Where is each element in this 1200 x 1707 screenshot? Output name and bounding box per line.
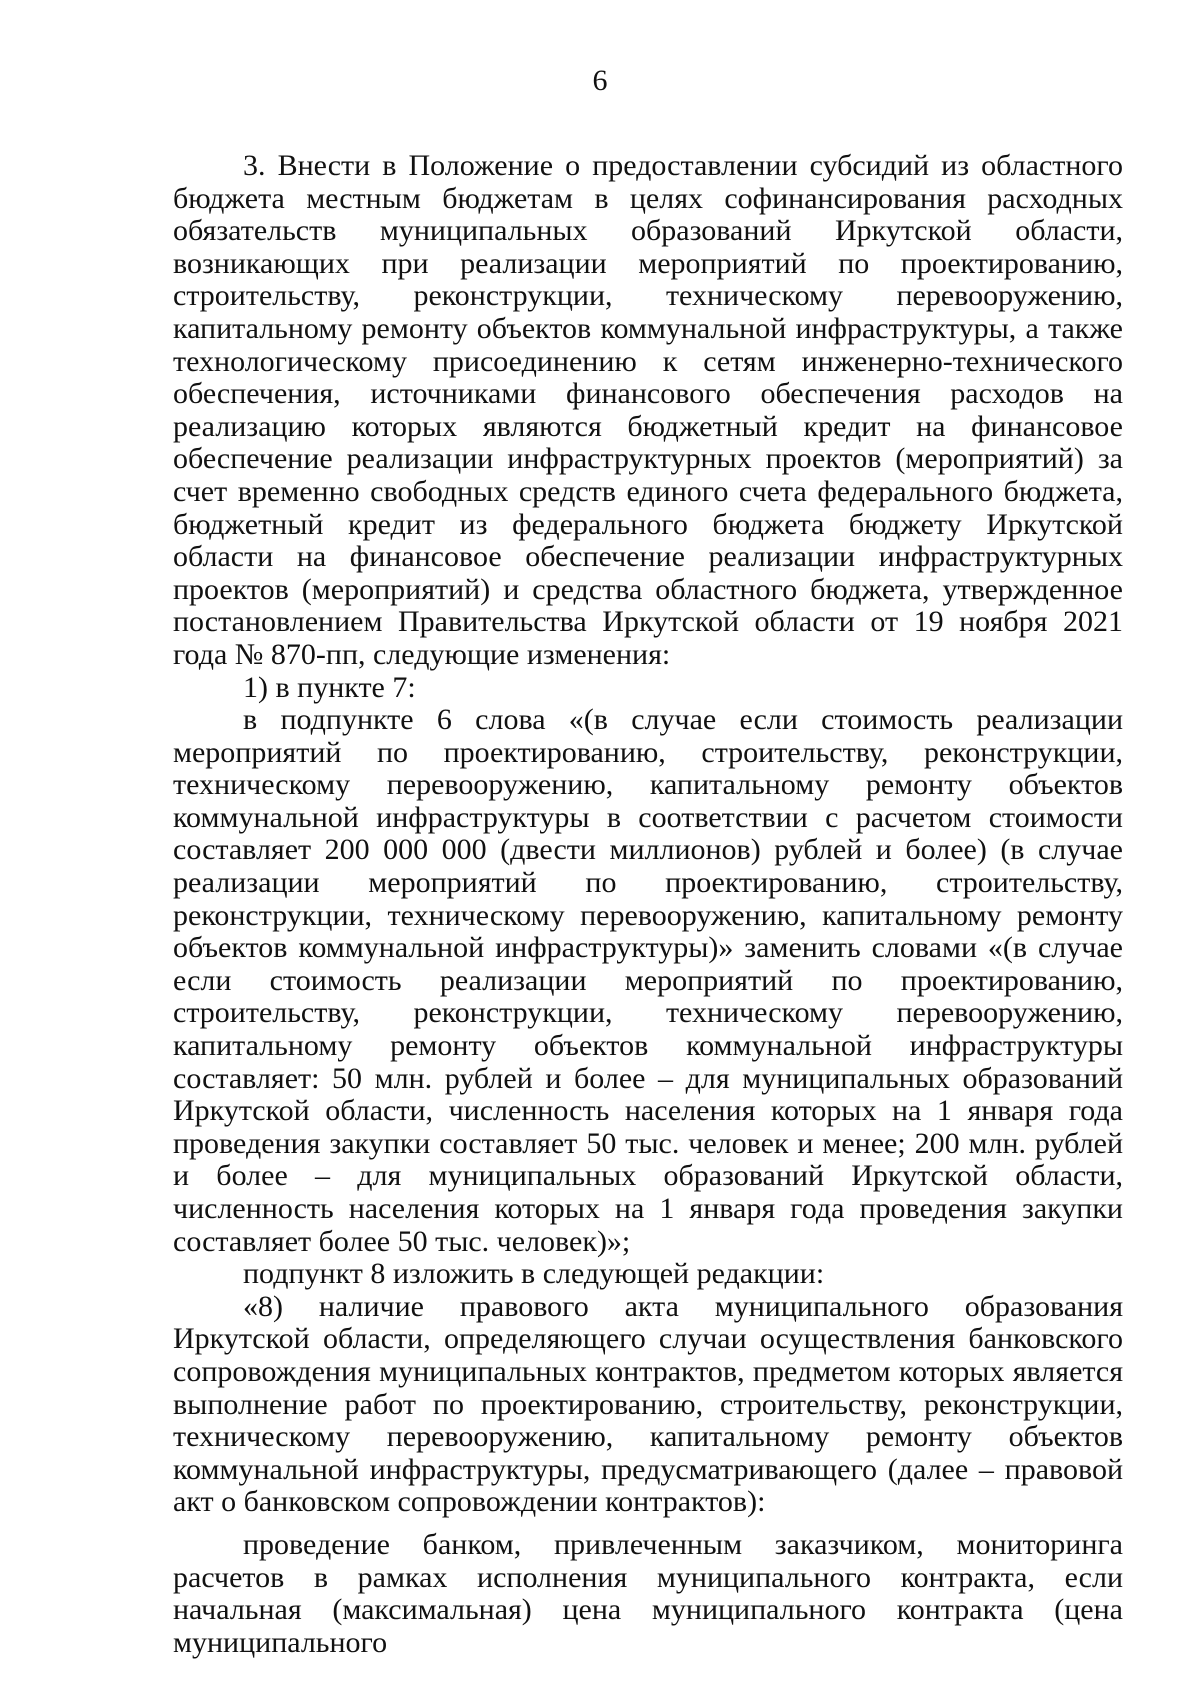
paragraph-bank-monitoring: проведение банком, привлеченным заказчиком, мониторинга расчетов в рамках исполнения муниципального контракта, если начальная (максимальная) цена муниципального контракта (цена муниципального: [173, 1527, 1123, 1659]
paragraph-item-1-point-7: 1) в пункте 7:: [243, 670, 416, 704]
document-body: [173, 150, 1123, 1659]
paragraph-subpoint-8-intro: подпункт 8 изложить в следующей редакции:: [243, 1257, 825, 1291]
page-number: 6: [592, 64, 608, 97]
paragraph-subpoint-6-replacement: в подпункте 6 слова «(в случае если стоимость реализации мероприятий по проектированию, строительству, реконструкции, техническому перевооружению, капитальному ремонту объектов коммунальной инфраструктуры в соответствии с расчетом стоимости составляет 200 000 000 (двести миллионов) рублей и более) (в случае реализации мероприятий по проектированию, строительству, реконструкции, техническому перевооружению, капитальному ремонту объектов коммунальной инфраструктуры)» заменить словами «(в случае если стоимость реализации мероприятий по проектированию, строительству, реконструкции, техническому перевооружению, капитальному ремонту объектов коммунальной инфраструктуры составляет: 50 млн. рублей и более – для муниципальных образований Иркутской области, численность населения которых на 1 января года проведения закупки составляет 50 тыс. человек и менее; 200 млн. рублей и более – для муниципальных образований Иркутской области, численность населения которых на 1 января года проведения закупки составляет более 50 тыс. человек)»;: [173, 703, 1123, 1258]
paragraph-subpoint-8-text: «8) наличие правового акта муниципального образования Иркутской области, определяющего случаи осуществления банковского сопровождения муниципальных контрактов, предметом которых является выполнение работ по проектированию, строительству, реконструкции, техническому перевооружению, капитальному ремонту объектов коммунальной инфраструктуры, предусматривающего (далее – правовой акт о банковском сопровождении контрактов):: [173, 1289, 1123, 1519]
paragraph-amendment-intro: 3. Внести в Положение о предоставлении субсидий из областного бюджета местным бюджетам в целях софинансирования расходных обязательств муниципальных образований Иркутской области, возникающих при реализации мероприятий по проектированию, строительству, реконструкции, техническому перевооружению, капитальному ремонту объектов коммунальной инфраструктуры, а также технологическому присоединению к сетям инженерно-технического обеспечения, источниками финансового обеспечения расходов на реализацию которых являются бюджетный кредит на финансовое обеспечение реализации инфраструктурных проектов (мероприятий) за счет временно свободных средств единого счета федерального бюджета, бюджетный кредит из федерального бюджета бюджету Иркутской области на финансовое обеспечение реализации инфраструктурных проектов (мероприятий) и средства областного бюджета, утвержденное постановлением Правительства Иркутской области от 19 ноября 2021 года № 870-пп, следующие изменения:: [173, 149, 1123, 671]
